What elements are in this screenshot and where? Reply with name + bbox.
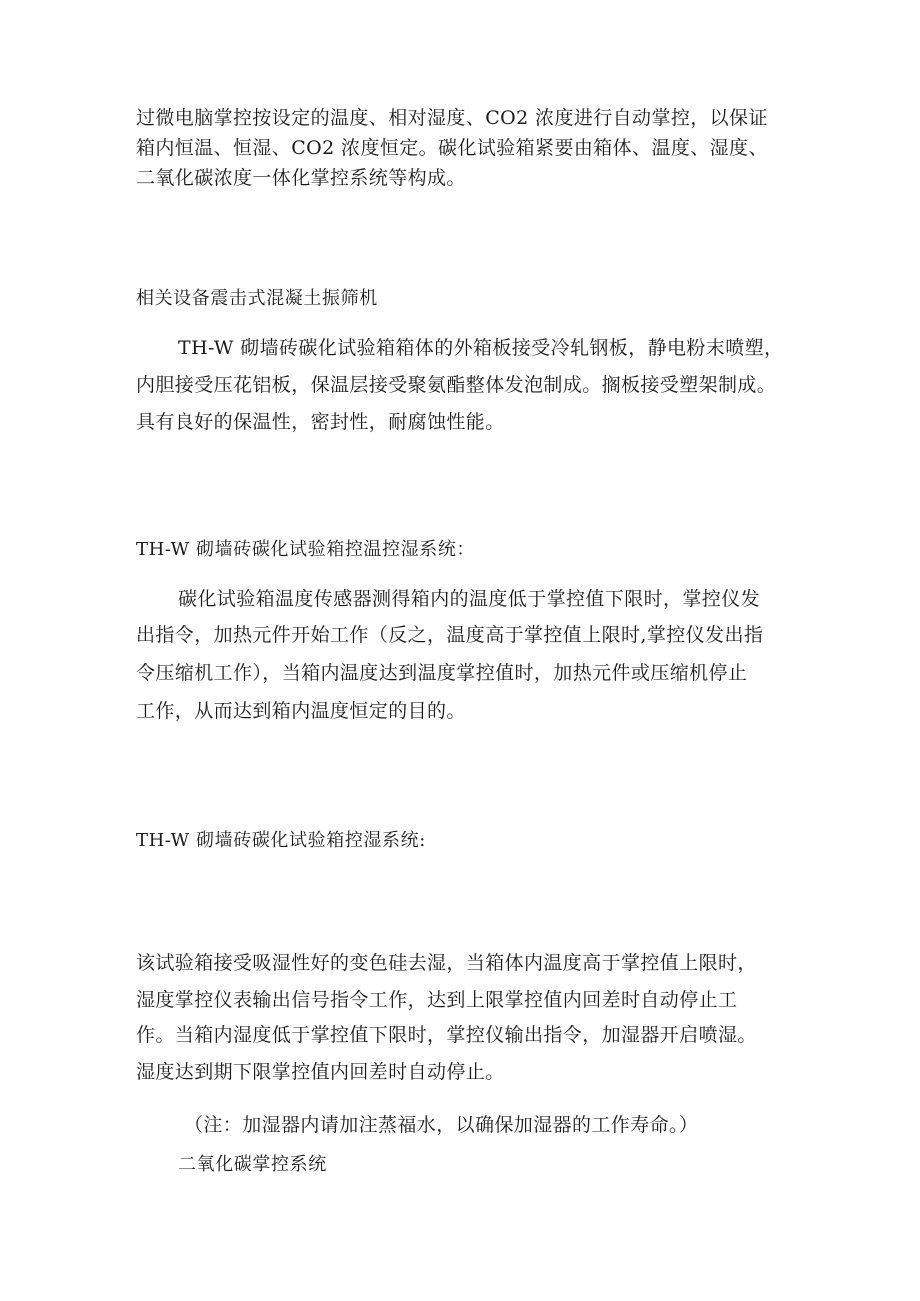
heading-temperature-humidity-control: TH-W 砌墙砖碳化试验箱控温控湿系统： xyxy=(136,539,476,560)
paragraph-2-line-3: 具有良好的保温性，密封性，耐腐蚀性能。 xyxy=(136,411,505,433)
paragraph-4-line-2: 湿度掌控仪表输出信号指令工作，达到上限掌控值内回差时自动停止工 xyxy=(136,989,738,1011)
paragraph-4-line-4: 湿度达到期下限掌控值内回差时自动停止。 xyxy=(136,1061,505,1083)
paragraph-1-line-1: 过微电脑掌控按设定的温度、相对湿度、CO2 浓度进行自动掌控，以保证 xyxy=(136,107,768,129)
note-text: （注：加湿器内请加注蒸福水，以确保加湿器的工作寿命。） xyxy=(184,1114,699,1136)
paragraph-1-line-3: 二氧化碳浓度一体化掌控系统等构成。 xyxy=(136,167,466,189)
paragraph-3-line-2: 出指令，加热元件开始工作（反之，温度高于掌控值上限时,掌控仪发出指 xyxy=(136,624,764,646)
paragraph-3-line-3: 令压缩机工作），当箱内温度达到温度掌控值时，加热元件或压缩机停止 xyxy=(136,662,748,684)
paragraph-4-line-3: 作。当箱内湿度低于掌控值下限时，掌控仪输出指令，加湿器开启喷湿。 xyxy=(136,1024,757,1046)
heading-humidity-control: TH-W 砌墙砖碳化试验箱控湿系统: xyxy=(136,830,426,851)
paragraph-1-line-2: 箱内恒温、恒湿、CO2 浓度恒定。碳化试验箱紧要由箱体、温度、湿度、 xyxy=(136,137,768,159)
paragraph-2-line-2: 内胆接受压花铝板，保温层接受聚氨酯整体发泡制成。搁板接受塑架制成。 xyxy=(136,374,777,396)
paragraph-3-line-4: 工作，从而达到箱内温度恒定的目的。 xyxy=(136,700,466,722)
paragraph-2-line-1: TH-W 砌墙砖碳化试验箱箱体的外箱板接受冷轧钢板，静电粉末喷塑， xyxy=(178,337,784,359)
heading-co2-control: 二氧化碳掌控系统 xyxy=(178,1154,327,1175)
paragraph-4-line-1: 该试验箱接受吸湿性好的变色硅去湿，当箱体内温度高于掌控值上限时， xyxy=(136,952,757,974)
paragraph-3-line-1: 碳化试验箱温度传感器测得箱内的温度低于掌控值下限时，掌控仪发 xyxy=(178,588,761,610)
heading-related-equipment: 相关设备震击式混凝土振筛机 xyxy=(136,288,378,309)
